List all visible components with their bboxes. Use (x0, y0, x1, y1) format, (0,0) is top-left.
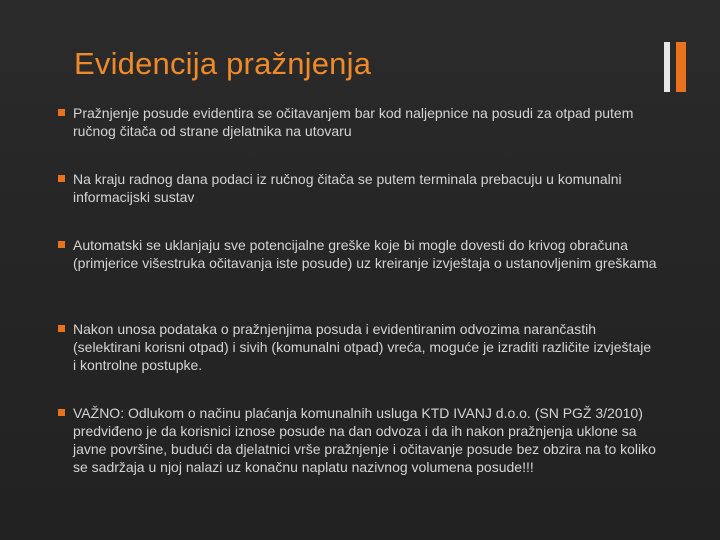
bullet-item (58, 404, 658, 476)
square-bullet-icon (58, 241, 65, 248)
accent-bar-orange (676, 42, 686, 92)
square-bullet-icon (58, 175, 65, 182)
square-bullet-icon (58, 109, 65, 116)
bullet-item (58, 170, 658, 206)
bullet-text: Nakon unosa podataka o pražnjenjima posuda i evidentiranim odvozima narančastih (selektirani korisni otpad) i sivih (komunalni otpad) vreća, moguće je izraditi različite izvještaje i kontrolne postupke. (73, 321, 652, 373)
bullet-text: Na kraju radnog dana podaci iz ručnog čitača se putem terminala prebacuju u komunalni informacijski sustav (73, 171, 622, 205)
bullet-text: Pražnjenje posude evidentira se očitavanjem bar kod naljepnice na posudi za otpad putem ručnog čitača od strane djelatnika na utovaru (73, 105, 634, 139)
slide-title: Evidencija pražnjenja (74, 46, 372, 81)
bullet-text: Automatski se uklanjaju sve potencijalne greške koje bi mogle dovesti do krivog obračuna (primjerice višestruka očitavanja iste posude) uz kreiranje izvještaja o ustanovljenim greškama (73, 237, 657, 271)
bullet-item (58, 320, 658, 374)
square-bullet-icon (58, 409, 65, 416)
bullet-item (58, 104, 658, 140)
square-bullet-icon (58, 325, 65, 332)
bullet-text: VAŽNO: Odlukom o načinu plaćanja komunalnih usluga KTD IVANJ d.o.o. (SN PGŽ 3/2010) predviđeno je da korisnici iznose posude na dan odvoza i da ih nakon pražnjenja uklone sa javne površine, budući da djelatnici vrše pražnjenje i očitavanje posude bez obzira na to koliko se sadržaja u njoj nalazi uz konačnu naplatu nazivnog volumena posude!!! (73, 405, 656, 475)
accent-bar-light (664, 42, 670, 92)
bullet-item (58, 236, 658, 272)
